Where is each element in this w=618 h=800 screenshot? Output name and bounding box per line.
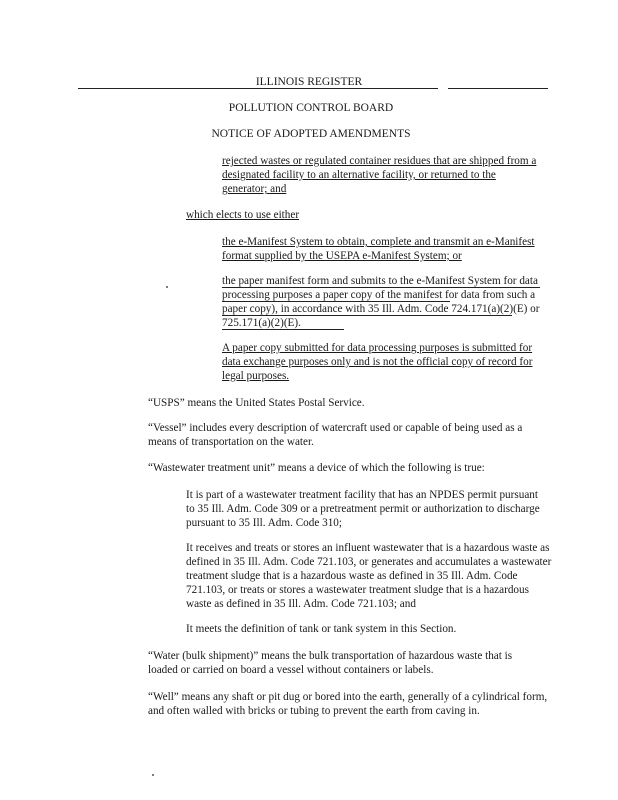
emanifest-option: the e-Manifest System to obtain, complete and transmit an e-Manifest format supplied by the USEPA e-Manifest System; or: [222, 236, 535, 262]
register-title-underline: [178, 88, 438, 89]
paper-option-underline-1: [222, 287, 540, 288]
header-rule-left: [78, 88, 178, 89]
margin-dot: [166, 286, 168, 288]
register-title: ILLINOIS REGISTER: [255, 76, 363, 88]
usps-definition: “USPS” means the United States Postal Service.: [148, 397, 365, 409]
water-bulk-definition: “Water (bulk shipment)” means the bulk transportation of hazardous waste that is loaded or carried on board a vessel without containers or labels.: [148, 650, 513, 676]
wastewater-intro: “Wastewater treatment unit” means a device of which the following is true:: [148, 462, 485, 474]
wastewater-item-tank: It meets the definition of tank or tank system in this Section.: [186, 623, 457, 635]
wastewater-item-npdes: It is part of a wastewater treatment facility that has an NPDES permit pursuant to 35 Ill. Adm. Code 309 or a pretreatment permit or authorization to discharge pursuant to 35 Ill. Adm. Code 310;: [186, 489, 540, 529]
header-rule-right: [448, 88, 548, 89]
footer-mark: [152, 774, 154, 776]
paper-option: the paper manifest form and submits to the e-Manifest System for data processing purposes a paper copy of the manifest for data from such a paper copy), in accordance with 35 Ill. Adm. Code 724.171(a)(2)(E) or 725.171(a)(2)(E).: [222, 275, 540, 329]
paper-option-underline-2: [222, 301, 450, 302]
elects-intro: [186, 208, 426, 222]
notice-title: NOTICE OF ADOPTED AMENDMENTS: [211, 128, 411, 140]
paper-option-underline-4: [222, 329, 344, 330]
wastewater-item-influent: It receives and treats or stores an influent wastewater that is a hazardous waste as defined in 35 Ill. Adm. Code 721.103, or generates and accumulates a wastewater treatment sludge that is a hazardous waste as defined in 35 Ill. Adm. Code 721.103, or treats or stores a wastewater treatment sludge that is a hazardous waste as defined in 35 Ill. Adm. Code 721.103; and: [186, 542, 552, 610]
elects-intro-text: which elects to use either: [186, 209, 300, 221]
vessel-definition: “Vessel” includes every description of watercraft used or capable of being used as a means of transportation on the water.: [148, 422, 523, 448]
board-name: POLLUTION CONTROL BOARD: [228, 102, 394, 114]
paper-option-underline-3: [222, 315, 512, 316]
well-definition: “Well” means any shaft or pit dug or bored into the earth, generally of a cylindrical form, and often walled with bricks or tubing to prevent the earth from caving in.: [148, 691, 548, 717]
paper-note: A paper copy submitted for data processing purposes is submitted for data exchange purposes only and is not the official copy of record for legal purposes.: [222, 342, 533, 382]
rejected-wastes-text: rejected wastes or regulated container residues that are shipped from a designated facility to an alternative facility, or returned to the generator; and: [222, 155, 537, 195]
